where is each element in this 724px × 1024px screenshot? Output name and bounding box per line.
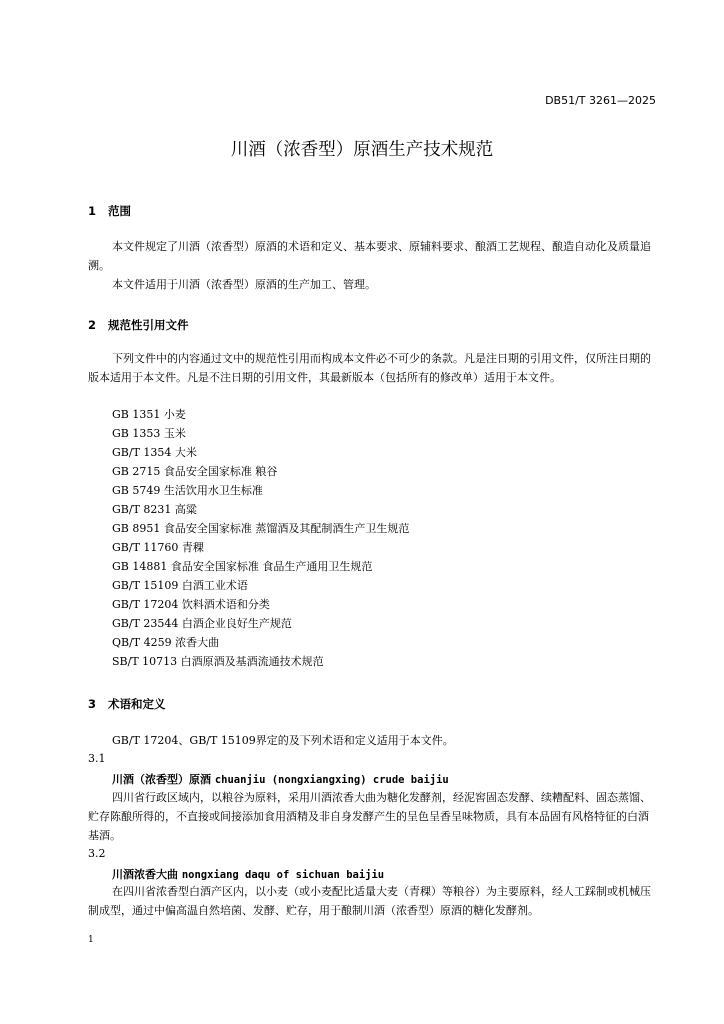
term-name-cn: 川酒浓香大曲 [112,868,178,881]
reference-item: QB/T 4259 浓香大曲 [112,636,220,649]
section-heading-scope [88,203,131,219]
standard-number: DB51/T 3261—2025 [545,94,656,107]
term-definition: 四川省行政区域内，以粮谷为原料，采用川酒浓香大曲为糖化发酵剂，经泥窖固态发酵、续糟配料、固态蒸馏、贮存陈酿所得的，不直接或间接添加食用酒精及非自身发酵产生的呈色呈香呈味物质，具有本品固有风格特征的白酒基酒。 [88,791,651,842]
scope-paragraph-2: 本文件适用于川酒（浓香型）原酒的生产加工、管理。 [112,278,376,291]
reference-item: GB/T 8231 高粱 [112,503,197,516]
term-heading [112,771,449,787]
term-name-en: nongxiang daqu of sichuan baijiu [181,869,385,881]
reference-item: GB/T 23544 白酒企业良好生产规范 [112,617,292,630]
reference-list [112,405,409,671]
reference-item: GB 1351 小麦 [112,408,186,421]
section-heading-normative [88,317,189,333]
term-number: 3.2 [88,847,106,860]
term-number: 3.1 [88,752,106,765]
term-name-cn: 川酒（浓香型）原酒 [112,773,211,786]
section-number: 1 [88,204,97,218]
reference-item: GB/T 17204 饮料酒术语和分类 [112,598,270,611]
reference-item: GB/T 1354 大米 [112,446,197,459]
section-title: 规范性引用文件 [108,318,189,332]
document-title: 川酒（浓香型）原酒生产技术规范 [230,140,494,160]
term-heading [112,866,384,882]
reference-item: GB/T 15109 白酒工业术语 [112,579,248,592]
reference-item: GB 1353 玉米 [112,427,186,440]
section-title: 术语和定义 [108,697,166,711]
scope-paragraph-1: 本文件规定了川酒（浓香型）原酒的术语和定义、基本要求、原辅料要求、酿酒工艺规程、酿造自动化及质量追溯。 [88,240,651,272]
section-heading-terms [88,696,166,712]
reference-item: GB 8951 食品安全国家标准 蒸馏酒及其配制酒生产卫生规范 [112,522,410,535]
section-number: 3 [88,697,97,711]
section-number: 2 [88,318,97,332]
normative-intro: 下列文件中的内容通过文中的规范性引用而构成本文件必不可少的条款。凡是注日期的引用文件，仅所注日期的版本适用于本文件。凡是不注日期的引用文件，其最新版本（包括所有的修改单）适用于本文件。 [88,352,651,384]
term-name-en: chuanjiu (nongxiangxing) crude baijiu [214,774,449,786]
term-definition: 在四川省浓香型白酒产区内，以小麦（或小麦配比适量大麦（青稞）等粮谷）为主要原料，经人工踩制或机械压制成型，通过中偏高温自然培菌、发酵、贮存，用于酿制川酒（浓香型）原酒的糖化发酵剂。 [88,885,651,917]
terms-intro: GB/T 17204、GB/T 15109界定的及下列术语和定义适用于本文件。 [112,734,454,747]
reference-item: GB/T 11760 青稞 [112,541,204,554]
reference-item: SB/T 10713 白酒原酒及基酒流通技术规范 [112,655,324,668]
reference-item: GB 14881 食品安全国家标准 食品生产通用卫生规范 [112,560,373,573]
page-number: 1 [88,935,94,945]
reference-item: GB 5749 生活饮用水卫生标准 [112,484,263,497]
reference-item: GB 2715 食品安全国家标准 粮谷 [112,465,278,478]
section-title: 范围 [108,204,131,218]
